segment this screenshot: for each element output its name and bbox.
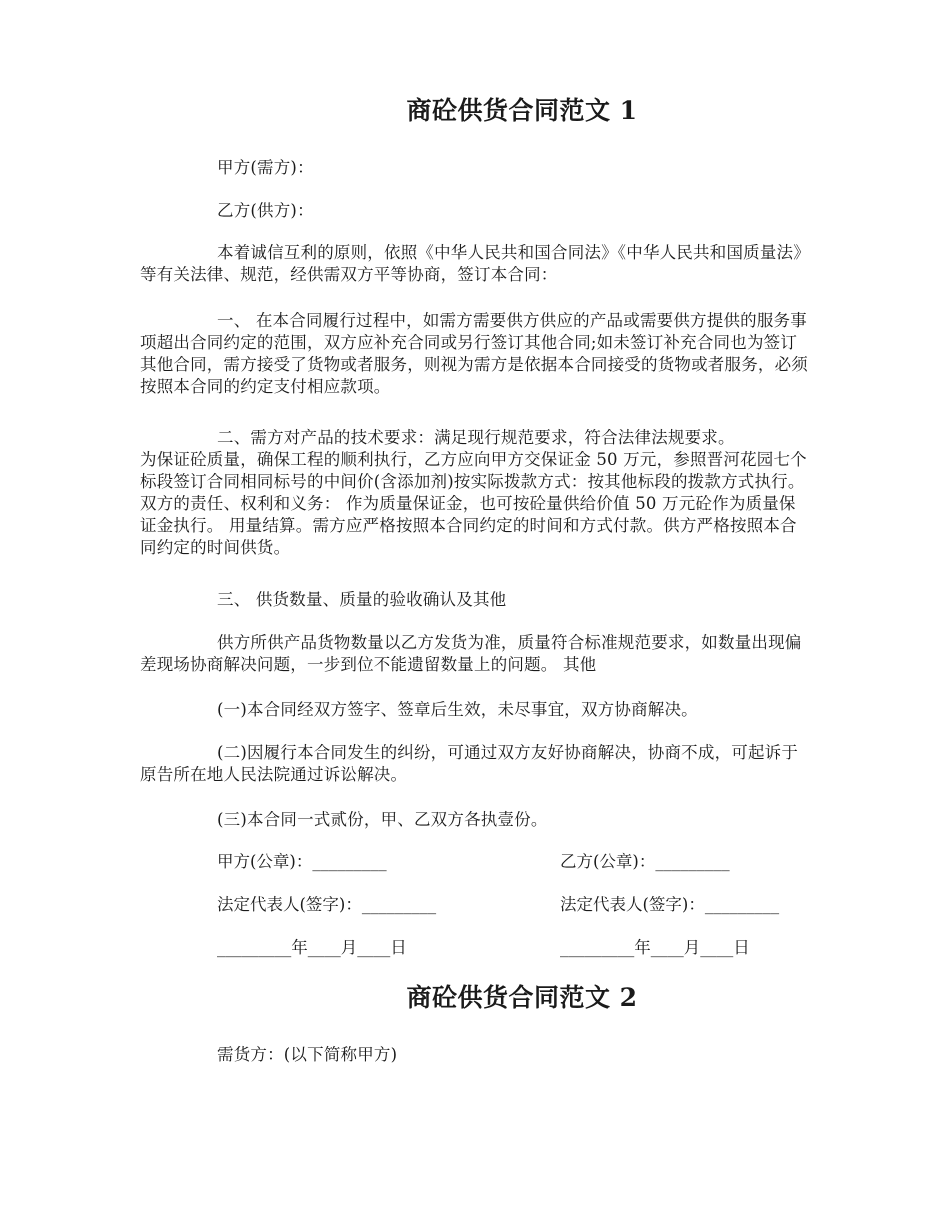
clause-2-first-line: 二、需方对产品的技术要求：满足现行规范要求，符合法律法规要求。 — [217, 428, 735, 447]
party-b-line: 乙方(供方)： — [217, 201, 314, 220]
doc1-title: 商砼供货合同范文 1 — [406, 96, 638, 125]
item-1-paragraph: (一)本合同经双方签字、签章后生效，未尽事宜，双方协商解决。 — [217, 700, 698, 719]
clause-3-heading: 三、 供货数量、质量的验收确认及其他 — [217, 590, 507, 609]
doc2-title: 商砼供货合同范文 2 — [406, 983, 638, 1012]
party-a-date-line: _________年____月____日 — [217, 938, 407, 957]
item-2-paragraph: (二)因履行本合同发生的纠纷，可通过双方友好协商解决，协商不成，可起诉于原告所在地人民法院通过诉讼解决。 — [140, 743, 799, 784]
clause-3-body: 供方所供产品货物数量以乙方发货为准，质量符合标准规范要求，如数量出现偏差现场协商解决问题，一步到位不能遗留数量上的问题。 其他 — [140, 633, 802, 674]
party-b-date-line: _________年____月____日 — [560, 938, 750, 957]
item-3-paragraph: (三)本合同一式贰份，甲、乙双方各执壹份。 — [217, 810, 548, 829]
buyer-line: 需货方：(以下简称甲方) — [217, 1045, 398, 1064]
clause-1-paragraph: 一、 在本合同履行过程中，如需方需要供方供应的产品或需要供方提供的服务事项超出合同约定的范围，双方应补充合同或另行签订其他合同;如未签订补充合同也为签订其他合同，需方接受了货物或者服务，则视为需方是依据本合同接受的货物或者服务，必须按照本合同的约定支付相应款项。 — [140, 311, 808, 396]
clause-2-paragraph — [140, 427, 812, 559]
party-a-seal-line: 甲方(公章)：_________ — [217, 852, 387, 871]
party-a-line: 甲方(需方)： — [217, 158, 314, 177]
party-b-representative-line: 法定代表人(签字)：_________ — [560, 895, 780, 914]
party-b-seal-line: 乙方(公章)：_________ — [560, 852, 730, 871]
clause-2-body: 为保证砼质量，确保工程的顺利执行，乙方应向甲方交保证金 50 万元，参照晋河花园七个标段签订合同相同标号的中间价(含添加剂)按实际拨款方式：按其他标段的拨款方式执行。 双方的责任、权利和义务： 作为质量保证金，也可按砼量供给价值 50 万元砼作为质量保证金执行。 用量结算。需方应严格按照本合同约定的时间和方式付款。供方严格按照本合同约定的时间供货。 — [140, 450, 807, 557]
party-a-representative-line: 法定代表人(签字)：_________ — [217, 895, 437, 914]
preamble-paragraph: 本着诚信互利的原则，依照《中华人民共和国合同法》《中华人民共和国质量法》等有关法律、规范，经供需双方平等协商，签订本合同： — [140, 243, 810, 284]
